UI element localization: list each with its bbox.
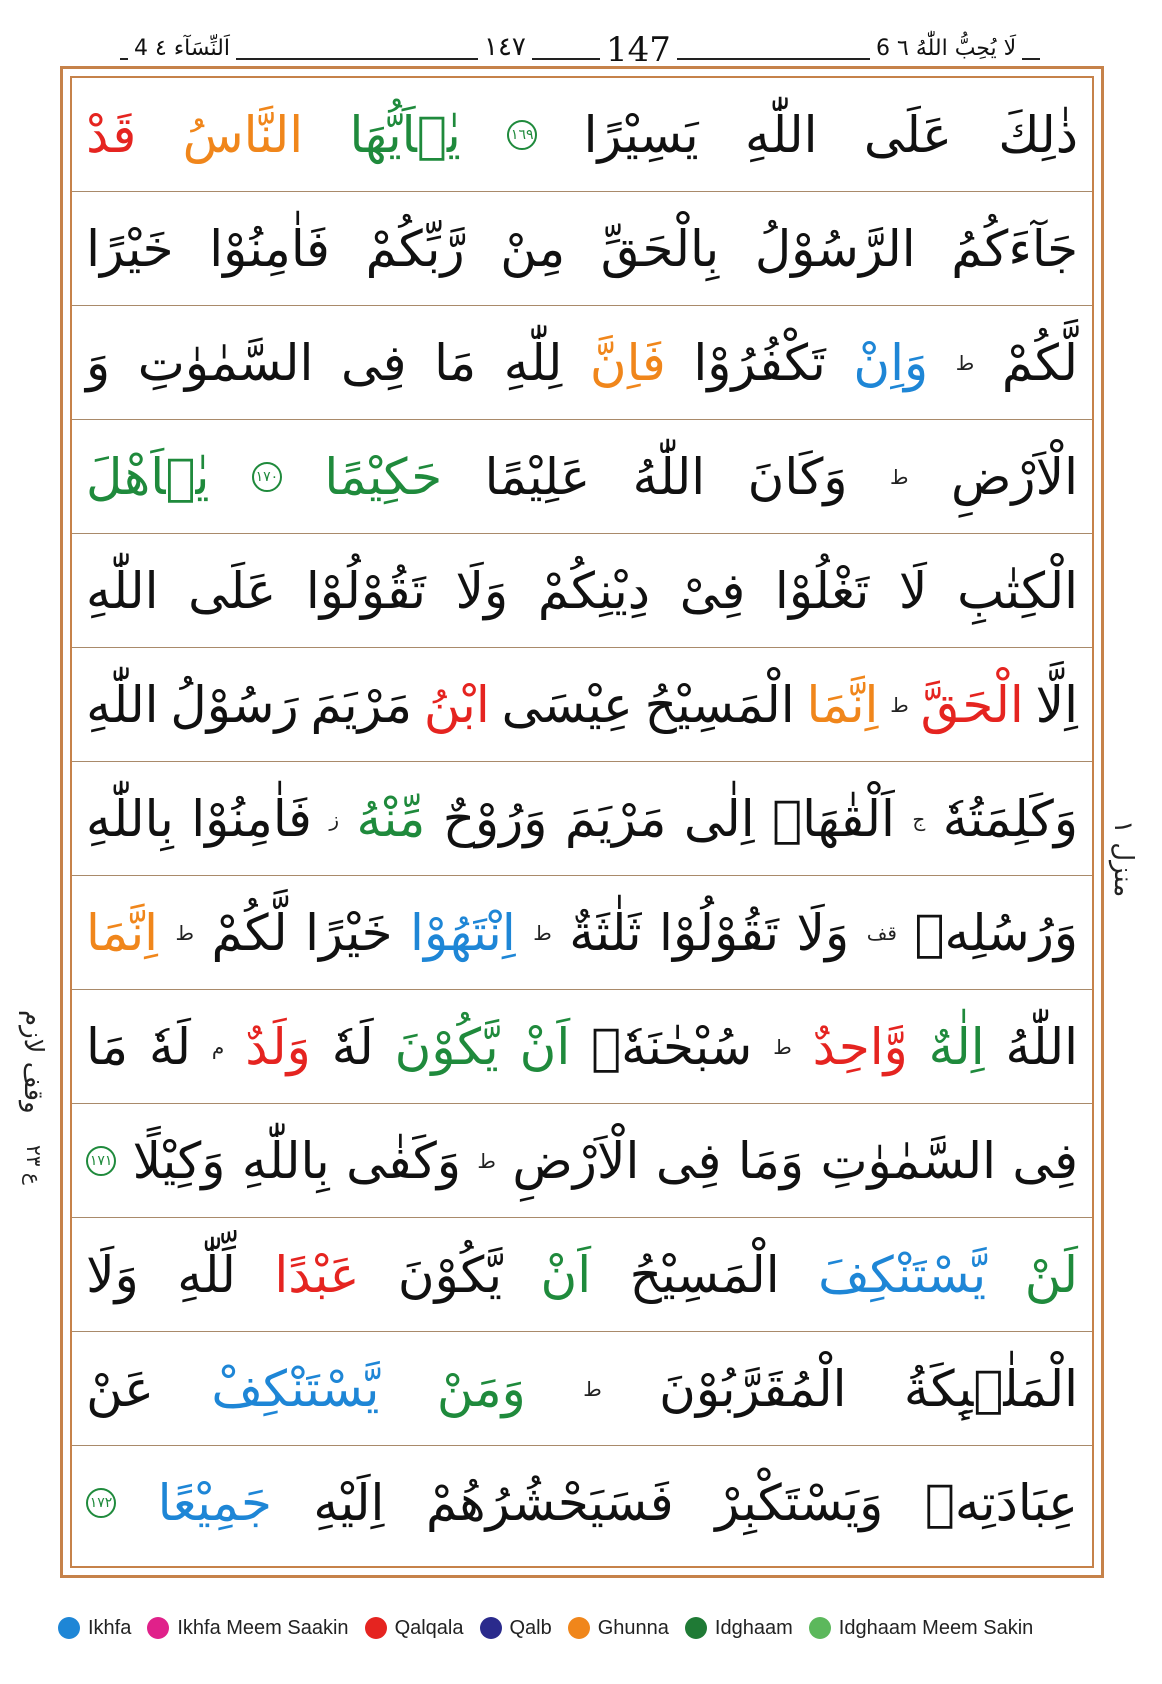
text-line (72, 648, 1092, 762)
waqf-mark: ط (583, 1376, 602, 1401)
arabic-word: فِى (1012, 1131, 1078, 1190)
text-line (72, 306, 1092, 420)
arabic-word: اللّٰهُ (632, 447, 706, 506)
arabic-word: وَمَنْ (436, 1359, 526, 1418)
waqf-lazim-label: وقف لازم (18, 1010, 48, 1114)
arabic-word: يٰۤاَهْلَ (86, 447, 210, 506)
arabic-word: دِيْنِكُمْ (537, 561, 651, 620)
legend-label: Idghaam Meem Sakin (838, 1616, 1034, 1639)
legend-label: Ghunna (597, 1616, 669, 1639)
arabic-word: اَنْ (519, 1017, 571, 1076)
arabic-word: مِنْ (500, 219, 566, 278)
page-header (0, 0, 1162, 70)
arabic-word: اللّٰهِ (86, 675, 159, 734)
arabic-word: السَّمٰوٰتِ (137, 333, 314, 392)
waqf-mark: ط (533, 920, 552, 945)
arabic-word: لَنْ (1024, 1245, 1078, 1304)
legend-label: Qalqala (394, 1616, 464, 1639)
arabic-word: وَيَسْتَكْبِرْ (715, 1474, 884, 1532)
arabic-word: ذٰلِكَ (998, 105, 1078, 164)
arabic-word: وَرُسُلِهٖ (914, 903, 1078, 962)
arabic-word: وَلَدٌ (245, 1017, 311, 1076)
waqf-mark: ط (773, 1034, 792, 1059)
waqf-mark: ز (329, 806, 340, 831)
arabic-word: السَّمٰوٰتِ (820, 1131, 996, 1190)
waqf-mark: ط (890, 464, 909, 489)
legend-color-dot (365, 1617, 387, 1639)
arabic-word: اِنْتَهُوْا (410, 903, 516, 962)
arabic-word: فَاِنَّ (589, 333, 666, 392)
arabic-word: بِاللّٰهِ (86, 789, 174, 848)
arabic-word: مِّنْهُ (356, 789, 426, 848)
arabic-word: تَكْفُرُوْا (693, 333, 826, 392)
arabic-word: الرَّسُوْلُ (754, 219, 916, 278)
arabic-word: يَسِيْرًا (583, 105, 699, 164)
ruku-label: ع ٢٣ (22, 1145, 46, 1185)
arabic-word: عَلَى (188, 561, 277, 620)
quran-text-area (72, 78, 1092, 1566)
text-line (72, 420, 1092, 534)
legend-color-dot (568, 1617, 590, 1639)
arabic-word: الْمَسِيْحُ (629, 1245, 780, 1304)
arabic-word: وَرُوْحٌ (442, 789, 548, 848)
arabic-word: اِلَيْهِ (313, 1474, 385, 1532)
arabic-word: الْمَلٰۤىِٕكَةُ (903, 1359, 1078, 1418)
arabic-word: فَاٰمِنُوْا (191, 789, 312, 848)
arabic-word: مَرْيَمَ (310, 675, 413, 734)
arabic-word: مَا (434, 333, 477, 392)
arabic-word: رَسُوْلُ (170, 675, 299, 734)
legend-item (480, 1617, 552, 1640)
arabic-word: الْاَرْضِ (950, 447, 1078, 506)
manzil-label: منزل ١ (1108, 820, 1138, 898)
arabic-word: رَّبِّكُمْ (365, 219, 465, 278)
arabic-word: وَاِنْ (853, 333, 929, 392)
legend-item (809, 1617, 1034, 1640)
header-page-number: 147 (600, 30, 677, 70)
arabic-word: اَلْقٰهَاۤ (772, 789, 895, 848)
legend-item (365, 1617, 464, 1640)
waqf-mark: قف (866, 920, 897, 945)
arabic-word: فِى (340, 333, 407, 392)
arabic-word: الْمَسِيْحُ (644, 675, 795, 734)
header-surah-left: 4 اَلنِّسَآء ٤ (128, 36, 236, 61)
arabic-word: تَقُوْلُوْا (659, 903, 780, 962)
arabic-word: مَرْيَمَ (564, 789, 667, 848)
arabic-word: النَّاسُ (182, 105, 304, 164)
legend-label: Qalb (509, 1616, 552, 1639)
arabic-word: وَلَا (86, 1245, 139, 1304)
arabic-word: عَبْدًا (274, 1245, 360, 1304)
legend-color-dot (58, 1617, 80, 1639)
arabic-word: اِلَّا (1035, 675, 1078, 734)
arabic-word: اِنَّمَا (86, 903, 158, 962)
arabic-word: وَكَلِمَتُهٗ (942, 789, 1078, 848)
legend-label: Ikhfa (88, 1616, 132, 1639)
text-line (72, 762, 1092, 876)
arabic-word: وَّاحِدٌ (812, 1017, 908, 1076)
arabic-word: جَمِيْعًا (157, 1474, 272, 1532)
arabic-word: اِلٰى (683, 789, 755, 848)
arabic-word: الْمُقَرَّبُوْنَ (659, 1359, 847, 1418)
arabic-word: عَلِيْمًا (484, 447, 591, 506)
arabic-word: وَ (86, 333, 111, 392)
waqf-mark: ج (912, 806, 926, 831)
arabic-word: مَا (86, 1017, 129, 1076)
arabic-word: اَنْ (540, 1245, 592, 1304)
arabic-word: اللّٰهِ (745, 105, 818, 164)
arabic-word: لَا (898, 561, 928, 620)
arabic-word: يَّسْتَنْكِفْ (211, 1359, 380, 1418)
waqf-mark: ط (955, 350, 975, 375)
arabic-word: تَغْلُوْا (774, 561, 870, 620)
waqf-mark: م (211, 1034, 225, 1059)
text-line (72, 1446, 1092, 1560)
arabic-word: ثَلٰثَةٌ (569, 903, 642, 962)
arabic-word: لَهٗ (148, 1017, 192, 1076)
header-surah-right: 6 لَا يُحِبُّ اللّٰهُ ٦ (870, 36, 1022, 61)
arabic-word: اِلٰهٌ (928, 1017, 985, 1076)
arabic-word: جَآءَكُمُ (951, 219, 1078, 278)
text-line (72, 990, 1092, 1104)
arabic-word: لِلّٰهِ (503, 333, 563, 392)
ayah-number-marker: ١٧١ (86, 1146, 116, 1176)
legend-item (147, 1617, 348, 1640)
ayah-number-marker: ١٧٢ (86, 1488, 116, 1518)
arabic-word: يَّكُوْنَ (397, 1245, 502, 1304)
arabic-word: لَهٗ (331, 1017, 374, 1076)
text-line (72, 1104, 1092, 1218)
legend-item (685, 1617, 793, 1640)
arabic-word: عَنْ (86, 1359, 154, 1418)
legend-label: Idghaam (714, 1616, 793, 1639)
waqf-mark: ط (477, 1148, 496, 1173)
arabic-word: عَلَى (863, 105, 952, 164)
waqf-mark: ط (175, 920, 194, 945)
legend-item (568, 1617, 669, 1640)
arabic-word: سُبْحٰنَهٗۤ (591, 1017, 753, 1076)
arabic-word: لَّكُمْ (1001, 333, 1078, 392)
arabic-word: اللّٰهُ (1005, 1017, 1078, 1076)
waqf-mark: ط (890, 692, 909, 717)
arabic-word: وَكِيْلًا (132, 1131, 226, 1190)
arabic-word: خَيْرًا (86, 219, 174, 278)
arabic-word: الْحَقَّ (920, 675, 1024, 734)
arabic-word: وَكَفٰى (346, 1131, 461, 1190)
text-line (72, 876, 1092, 990)
text-line (72, 192, 1092, 306)
arabic-word: عِبَادَتِهٖ (924, 1474, 1078, 1532)
arabic-word: الْاَرْضِ (512, 1131, 640, 1190)
arabic-word: اِنَّمَا (806, 675, 879, 734)
arabic-word: يَّكُوْنَ (394, 1017, 499, 1076)
arabic-word: خَيْرًا (305, 903, 393, 962)
legend-color-dot (809, 1617, 831, 1639)
legend-color-dot (685, 1617, 707, 1639)
ayah-number-marker: ١٦٩ (507, 120, 537, 150)
arabic-word: لِّلّٰهِ (177, 1245, 236, 1304)
legend-color-dot (147, 1617, 169, 1639)
text-line (72, 534, 1092, 648)
arabic-word: فِىْ (679, 561, 746, 620)
arabic-word: لَّكُمْ (211, 903, 288, 962)
arabic-word: بِالْحَقِّ (600, 219, 720, 278)
text-line (72, 1218, 1092, 1332)
arabic-word: اللّٰهِ (86, 561, 159, 620)
arabic-word: وَكَانَ (747, 447, 848, 506)
legend-color-dot (480, 1617, 502, 1639)
tajweed-legend (58, 1608, 1118, 1648)
arabic-word: ابْنُ (423, 675, 490, 734)
arabic-word: تَقُوْلُوْا (305, 561, 426, 620)
legend-item (58, 1617, 131, 1640)
arabic-word: فَسَيَحْشُرُهُمْ (425, 1474, 674, 1532)
text-line (72, 78, 1092, 192)
arabic-word: وَلَا (796, 903, 850, 962)
arabic-word: يٰۤاَيُّهَا (349, 105, 461, 164)
arabic-word: فِى (655, 1131, 722, 1190)
arabic-word: الْكِتٰبِ (957, 561, 1078, 620)
arabic-word: قَدْ (86, 105, 137, 164)
arabic-word: وَمَا (737, 1131, 804, 1190)
arabic-word: عِيْسَى (501, 675, 633, 734)
legend-label: Ikhfa Meem Saakin (177, 1616, 349, 1639)
arabic-word: وَلَا (455, 561, 509, 620)
arabic-word: يَّسْتَنْكِفَ (818, 1245, 987, 1304)
arabic-word: بِاللّٰهِ (241, 1131, 330, 1190)
text-line (72, 1332, 1092, 1446)
arabic-word: فَاٰمِنُوْا (209, 219, 330, 278)
header-page-number-alt: ١٤٧ (478, 32, 532, 62)
arabic-word: حَكِيْمًا (324, 447, 443, 506)
ayah-number-marker: ١٧٠ (252, 462, 282, 492)
